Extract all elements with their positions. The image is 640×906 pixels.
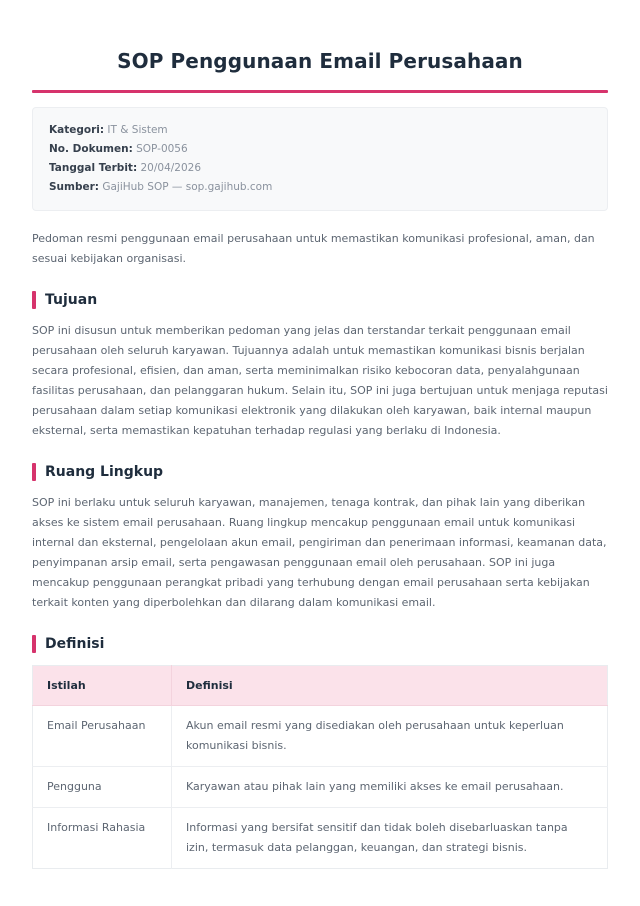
table-header-row [33, 666, 608, 706]
meta-value-no-dokumen: SOP-0056 [136, 143, 188, 155]
meta-value-kategori: IT & Sistem [107, 124, 168, 136]
meta-value-sumber: GajiHub SOP — sop.gajihub.com [102, 181, 273, 193]
section-title-ruang-lingkup: Ruang Lingkup [45, 464, 164, 480]
table-row [33, 767, 608, 808]
intro-paragraph: Pedoman resmi penggunaan email perusahaan untuk memastikan komunikasi profesional, aman, dan sesuai kebijakan organisasi. [32, 232, 595, 265]
meta-label-tanggal-terbit: Tanggal Terbit: [49, 162, 138, 174]
section-body-tujuan: SOP ini disusun untuk memberikan pedoman yang jelas dan terstandar terkait penggunaan email perusahaan oleh seluruh karyawan. Tujuannya adalah untuk memastikan komunikasi bisnis berjalan secara profesional, efisien, dan aman, serta meminimalkan risiko kebocoran data, penyalahgunaan fasilitas perusahaan, dan pelanggaran hukum. Selain itu, SOP ini juga bertujuan untuk menjaga reputasi perusahaan dalam setiap komunikasi elektronik yang dilakukan oleh karyawan, baik internal maupun eksternal, serta memastikan kepatuhan terhadap regulasi yang berlaku di Indonesia. [32, 324, 608, 437]
definisi-table-head [33, 666, 608, 706]
cell-definisi: Karyawan atau pihak lain yang memiliki akses ke email perusahaan. [172, 767, 608, 808]
section-tujuan [32, 291, 608, 441]
section-heading-definisi [32, 635, 608, 653]
cell-istilah: Informasi Rahasia [33, 808, 172, 869]
meta-label-no-dokumen: No. Dokumen: [49, 143, 133, 155]
section-definisi [32, 635, 608, 869]
section-heading-ruang-lingkup [32, 463, 608, 481]
table-row [33, 808, 608, 869]
column-header-definisi: Definisi [172, 666, 608, 706]
title-divider [32, 90, 608, 93]
meta-row-kategori [49, 121, 591, 140]
cell-definisi: Akun email resmi yang disediakan oleh perusahaan untuk keperluan komunikasi bisnis. [172, 706, 608, 767]
cell-istilah: Pengguna [33, 767, 172, 808]
heading-accent-bar-icon [32, 635, 36, 653]
definisi-table-body [33, 706, 608, 869]
meta-value-tanggal-terbit: 20/04/2026 [140, 162, 202, 174]
section-title-definisi: Definisi [45, 636, 105, 652]
cell-definisi: Informasi yang bersifat sensitif dan tidak boleh disebarluaskan tanpa izin, termasuk data pelanggan, keuangan, dan strategi bisnis. [172, 808, 608, 869]
section-heading-tujuan [32, 291, 608, 309]
meta-row-tanggal-terbit [49, 159, 591, 178]
heading-accent-bar-icon [32, 291, 36, 309]
meta-row-no-dokumen [49, 140, 591, 159]
column-header-istilah: Istilah [33, 666, 172, 706]
definisi-table [32, 665, 608, 869]
document-metadata-box [32, 107, 608, 211]
heading-accent-bar-icon [32, 463, 36, 481]
table-row [33, 706, 608, 767]
section-ruang-lingkup [32, 463, 608, 613]
meta-label-sumber: Sumber: [49, 181, 99, 193]
section-title-tujuan: Tujuan [45, 292, 98, 308]
meta-label-kategori: Kategori: [49, 124, 105, 136]
cell-istilah: Email Perusahaan [33, 706, 172, 767]
section-body-ruang-lingkup: SOP ini berlaku untuk seluruh karyawan, manajemen, tenaga kontrak, dan pihak lain yang diberikan akses ke sistem email perusahaan. Ruang lingkup mencakup penggunaan email untuk komunikasi internal dan eksternal, pengelolaan akun email, pengiriman dan penerimaan informasi, keamanan data, penyimpanan arsip email, serta pengawasan penggunaan email oleh perusahaan. SOP ini juga mencakup penggunaan perangkat pribadi yang terhubung dengan email perusahaan serta kebijakan terkait konten yang diperbolehkan dan dilarang dalam komunikasi email. [32, 496, 607, 609]
meta-row-sumber [49, 178, 591, 197]
page-title: SOP Penggunaan Email Perusahaan [117, 49, 523, 73]
